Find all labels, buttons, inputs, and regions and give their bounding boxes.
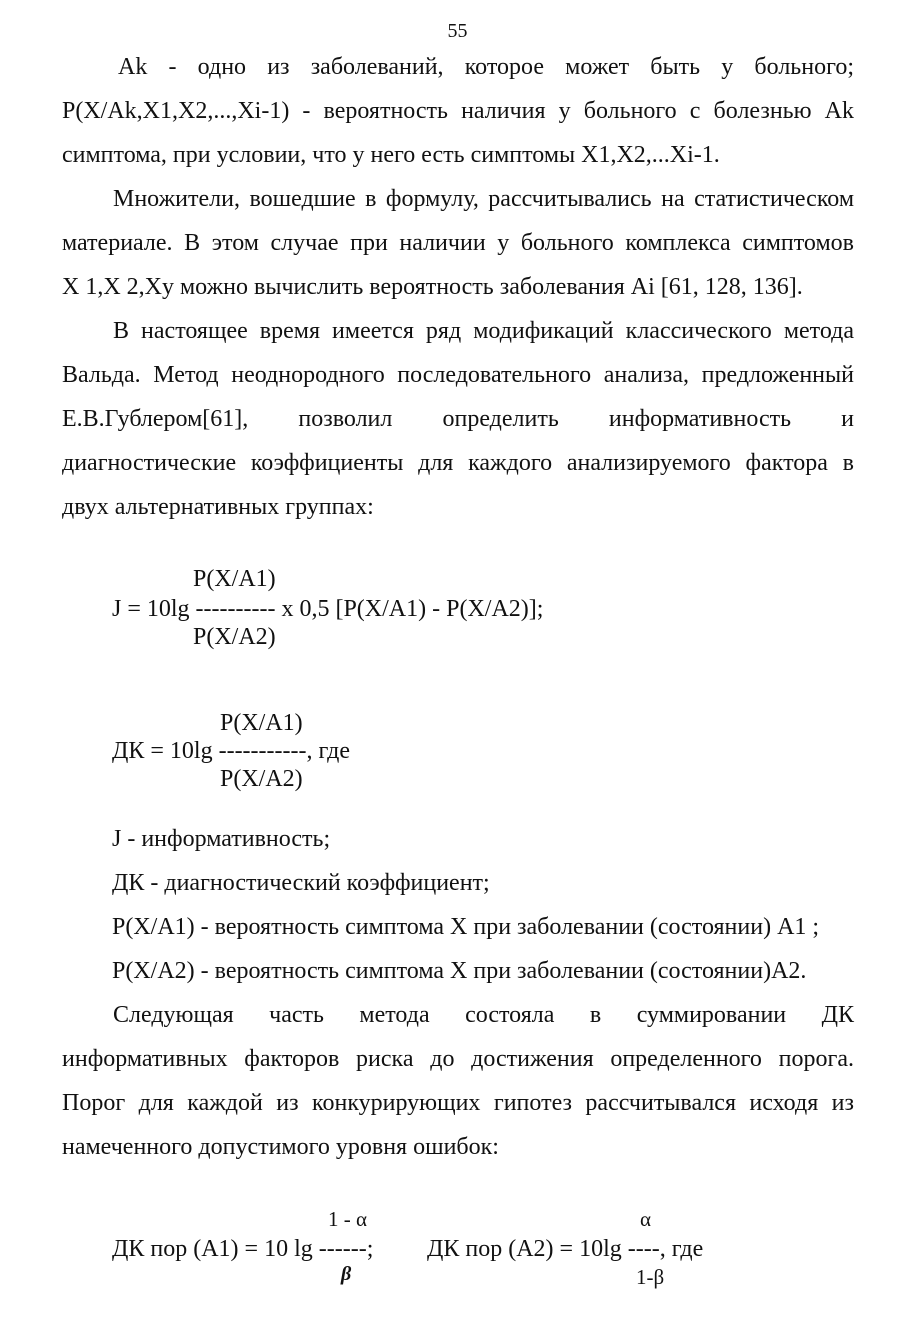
paragraph-line: Е.В.Гублером[61], позволил определить информативность и xyxy=(62,406,854,432)
definition-line: P(X/A1) - вероятность симптома X при заболевании (состоянии) A1 ; xyxy=(112,914,820,940)
paragraph-line: Вальда. Метод неоднородного последовательного анализа, предложенный xyxy=(62,362,854,388)
paragraph-line: Ak - одно из заболеваний, которое может быть у больного; xyxy=(118,54,854,80)
paragraph-line: Множители, вошедшие в формулу, рассчитывались на статистическом xyxy=(113,186,854,212)
formula-numerator: P(X/A1) xyxy=(193,566,276,592)
paragraph-line: В настоящее время имеется ряд модификаций классического метода xyxy=(113,318,854,344)
paragraph-line: двух альтернативных группах: xyxy=(62,494,374,520)
page-number: 55 xyxy=(447,20,468,42)
paragraph-line: информативных факторов риска до достижения определенного порога. xyxy=(62,1046,854,1072)
paragraph-line: симптома, при условии, что у него есть симптомы X1,X2,...Xi-1. xyxy=(62,142,720,168)
paragraph-line: материале. В этом случае при наличии у больного комплекса симптомов xyxy=(62,230,854,256)
definition-line: P(X/A2) - вероятность симптома X при заболевании (состоянии)A2. xyxy=(112,958,807,984)
formula-main-line: J = 10lg ---------- x 0,5 [P(X/A1) - P(X/A2)]; xyxy=(112,596,544,622)
formula-denominator: P(X/A2) xyxy=(220,766,303,792)
formula-denominator: P(X/A2) xyxy=(193,624,276,650)
paragraph-line: X 1,X 2,Xy можно вычислить вероятность заболевания Ai [61, 128, 136]. xyxy=(62,274,803,300)
formula-main-line: ДК = 10lg -----------, где xyxy=(112,738,351,764)
paragraph-line: P(X/Ak,X1,X2,...,Xi-1) - вероятность наличия у больного с болезнью Ak xyxy=(62,98,854,124)
formula-numerator: P(X/A1) xyxy=(220,710,303,736)
paragraph-line: Следующая часть метода состояла в суммировании ДК xyxy=(113,1002,854,1028)
formula-main-line: ДК пор (A1) = 10 lg ------; xyxy=(112,1236,374,1262)
definition-line: ДК - диагностический коэффициент; xyxy=(112,870,490,896)
formula-denominator: 1-β xyxy=(636,1265,665,1289)
paragraph-line: Порог для каждой из конкурирующих гипотез рассчитывался исходя из xyxy=(62,1090,854,1116)
paragraph-line: намеченного допустимого уровня ошибок: xyxy=(62,1134,499,1160)
formula-numerator: 1 - α xyxy=(328,1207,367,1231)
formula-denominator: β xyxy=(341,1263,352,1285)
formula-numerator: α xyxy=(640,1207,652,1231)
formula-main-line: ДК пор (A2) = 10lg ----, где xyxy=(427,1236,704,1262)
definition-line: J - информативность; xyxy=(112,826,331,852)
paragraph-line: диагностические коэффициенты для каждого анализируемого фактора в xyxy=(62,450,854,476)
